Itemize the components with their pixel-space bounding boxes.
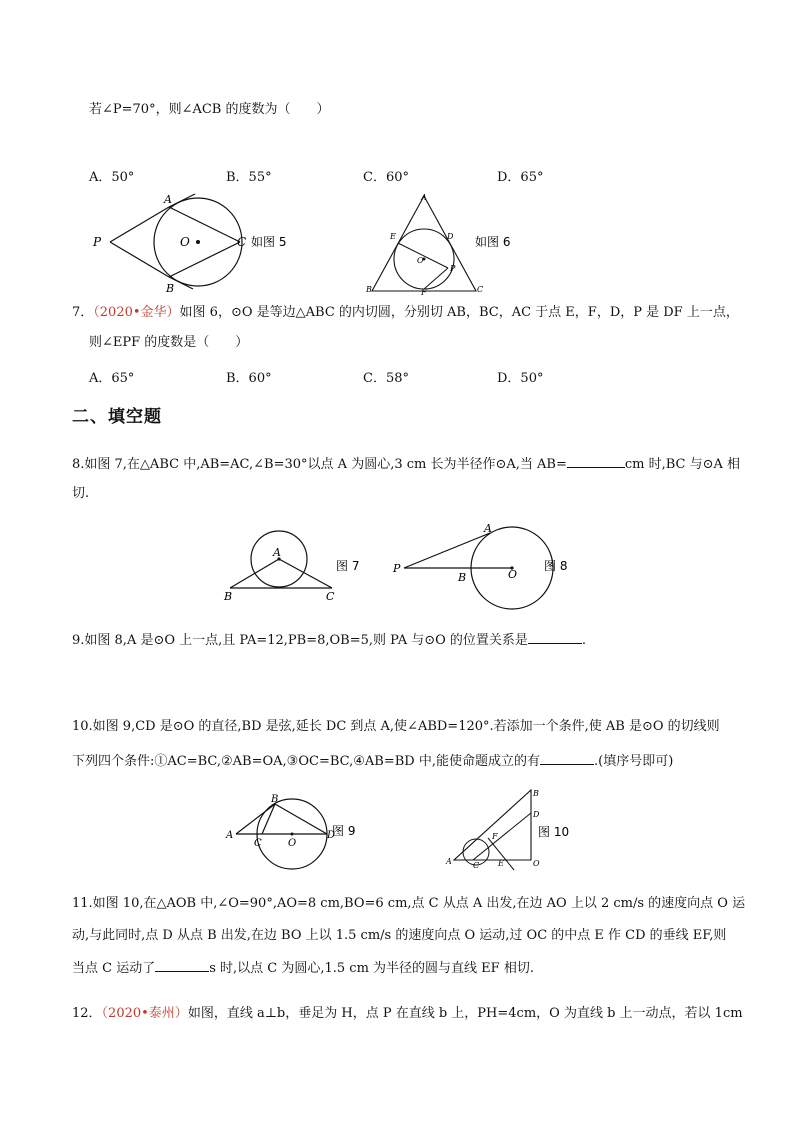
figure-8 xyxy=(392,520,582,605)
section-title: 二、填空题 xyxy=(72,407,162,427)
q6-option-c: C．60° xyxy=(363,170,409,185)
fig8-label-p: P xyxy=(393,562,401,575)
q11-line2: 动,与此同时,点 D 从点 B 出发,在边 BO 上以 1.5 cm/s 的速度向点 O 运动,过 OC 的中点 E 作 CD 的垂线 EF,则 xyxy=(72,928,727,943)
fig10-label-e: E xyxy=(498,859,504,868)
fig8-caption: 图 8 xyxy=(544,559,568,573)
fig10-label-o: O xyxy=(533,859,540,868)
fig7-label-a: A xyxy=(273,546,281,559)
q11-text-a: 当点 C 运动了 xyxy=(72,961,156,976)
fig6-label-o: O xyxy=(417,256,424,265)
fig10-label-b: B xyxy=(533,789,539,798)
fig9-label-b: B xyxy=(271,794,279,805)
q8-answer-blank[interactable] xyxy=(567,453,625,468)
figure-5 xyxy=(85,188,325,298)
q8-text-b: cm 时,BC 与⊙A 相 xyxy=(624,457,741,472)
q10-line2 xyxy=(72,750,673,772)
fig6-label-f: F xyxy=(421,288,427,297)
fig7-label-c: C xyxy=(326,590,335,603)
q8-line1 xyxy=(72,453,740,475)
fig6-label-e: E xyxy=(390,232,396,241)
q11-answer-blank[interactable] xyxy=(155,957,209,972)
q10-text-b: .(填序号即可) xyxy=(593,754,674,769)
q7-option-a: A．65° xyxy=(89,371,135,386)
q9-text: 9.如图 8,A 是⊙O 上一点,且 PA=12,PB=8,OB=5,则 PA 与⊙O 的位置关系是 xyxy=(72,633,528,648)
q12-number: 12． xyxy=(72,1006,102,1021)
q9-end: . xyxy=(581,633,587,648)
fig9-label-a: A xyxy=(226,830,234,841)
figure-10 xyxy=(442,786,582,876)
q12-source: （2020•泰州） xyxy=(101,1006,188,1021)
fig6-label-b: B xyxy=(366,285,372,294)
q6-option-a: A．50° xyxy=(89,170,135,185)
fig6-caption: 如图 6 xyxy=(475,235,511,249)
q7-source: （2020•金华） xyxy=(93,305,180,320)
q9-line xyxy=(72,629,586,651)
fig9-label-d: D xyxy=(327,830,336,841)
fig10-label-d: D xyxy=(533,810,540,819)
q10-text-a: 下列四个条件:①AC=BC,②AB=OA,③OC=BC,④AB=BD 中,能使命题成立的有 xyxy=(72,754,540,769)
fig9-caption: 图 9 xyxy=(332,824,356,838)
q7-option-d: D．50° xyxy=(497,371,544,386)
fig10-label-c: C xyxy=(473,861,480,870)
fig5-label-c: C xyxy=(237,235,247,249)
fig5-label-a: A xyxy=(164,193,172,206)
fig7-label-b: B xyxy=(224,590,233,603)
fig5-label-o: O xyxy=(180,235,190,249)
q6-stem: 若∠P=70°，则∠ACB 的度数为（ ） xyxy=(89,102,330,117)
q8-text-a: 8.如图 7,在△ABC 中,AB=AC,∠B=30°以点 A 为圆心,3 cm 长为半径作⊙A,当 AB= xyxy=(72,457,567,472)
fig6-label-c: C xyxy=(477,285,484,294)
q7-number: 7． xyxy=(72,305,94,320)
fig5-caption: 如图 5 xyxy=(251,235,287,249)
q7-line2: 则∠EPF 的度数是（ ） xyxy=(89,335,249,350)
fig6-label-p: P xyxy=(450,264,456,273)
q8-line2: 切. xyxy=(72,486,90,501)
fig10-caption: 图 10 xyxy=(538,825,570,839)
figure-6 xyxy=(366,190,550,297)
q7-line1 xyxy=(72,303,739,323)
fig5-label-p: P xyxy=(93,235,102,249)
q6-option-d: D．65° xyxy=(497,170,544,185)
fig5-label-b: B xyxy=(166,282,175,295)
fig6-label-a: A xyxy=(421,193,427,202)
q6-option-b: B．55° xyxy=(226,170,272,185)
figure-7 xyxy=(222,528,372,603)
q7-text: 如图 6，⊙O 是等边△ABC 的内切圆，分别切 AB，BC，AC 于点 E，F，D，P 是 DF 上一点， xyxy=(179,305,739,320)
fig10-label-f: F xyxy=(492,832,498,841)
fig8-label-b: B xyxy=(458,571,467,584)
q9-answer-blank[interactable] xyxy=(528,629,582,644)
fig8-label-o: O xyxy=(508,568,518,581)
fig9-label-o: O xyxy=(288,838,297,849)
q7-option-b: B．60° xyxy=(226,371,272,386)
figure-9 xyxy=(222,796,372,866)
fig8-label-a: A xyxy=(484,522,492,535)
q11-line3 xyxy=(72,957,534,979)
q11-line1: 11.如图 10,在△AOB 中,∠O=90°,AO=8 cm,BO=6 cm,点 C 从点 A 出发,在边 AO 上以 2 cm/s 的速度向点 O 运 xyxy=(72,896,746,911)
fig6-label-d: D xyxy=(447,232,454,241)
fig7-caption: 图 7 xyxy=(336,559,360,573)
q11-text-b: s 时,以点 C 为圆心,1.5 cm 为半径的圆与直线 EF 相切. xyxy=(209,961,534,976)
q10-answer-blank[interactable] xyxy=(540,750,594,765)
q10-line1: 10.如图 9,CD 是⊙O 的直径,BD 是弦,延长 DC 到点 A,使∠ABD=120°.若添加一个条件,使 AB 是⊙O 的切线则 xyxy=(72,719,720,734)
q12-line1 xyxy=(72,1004,743,1024)
fig10-label-a: A xyxy=(446,857,452,866)
q12-text: 如图，直线 a⊥b，垂足为 H，点 P 在直线 b 上，PH=4cm，O 为直线 b 上一动点，若以 1cm xyxy=(187,1006,743,1021)
q7-option-c: C．58° xyxy=(363,371,409,386)
fig9-label-c: C xyxy=(254,838,262,849)
